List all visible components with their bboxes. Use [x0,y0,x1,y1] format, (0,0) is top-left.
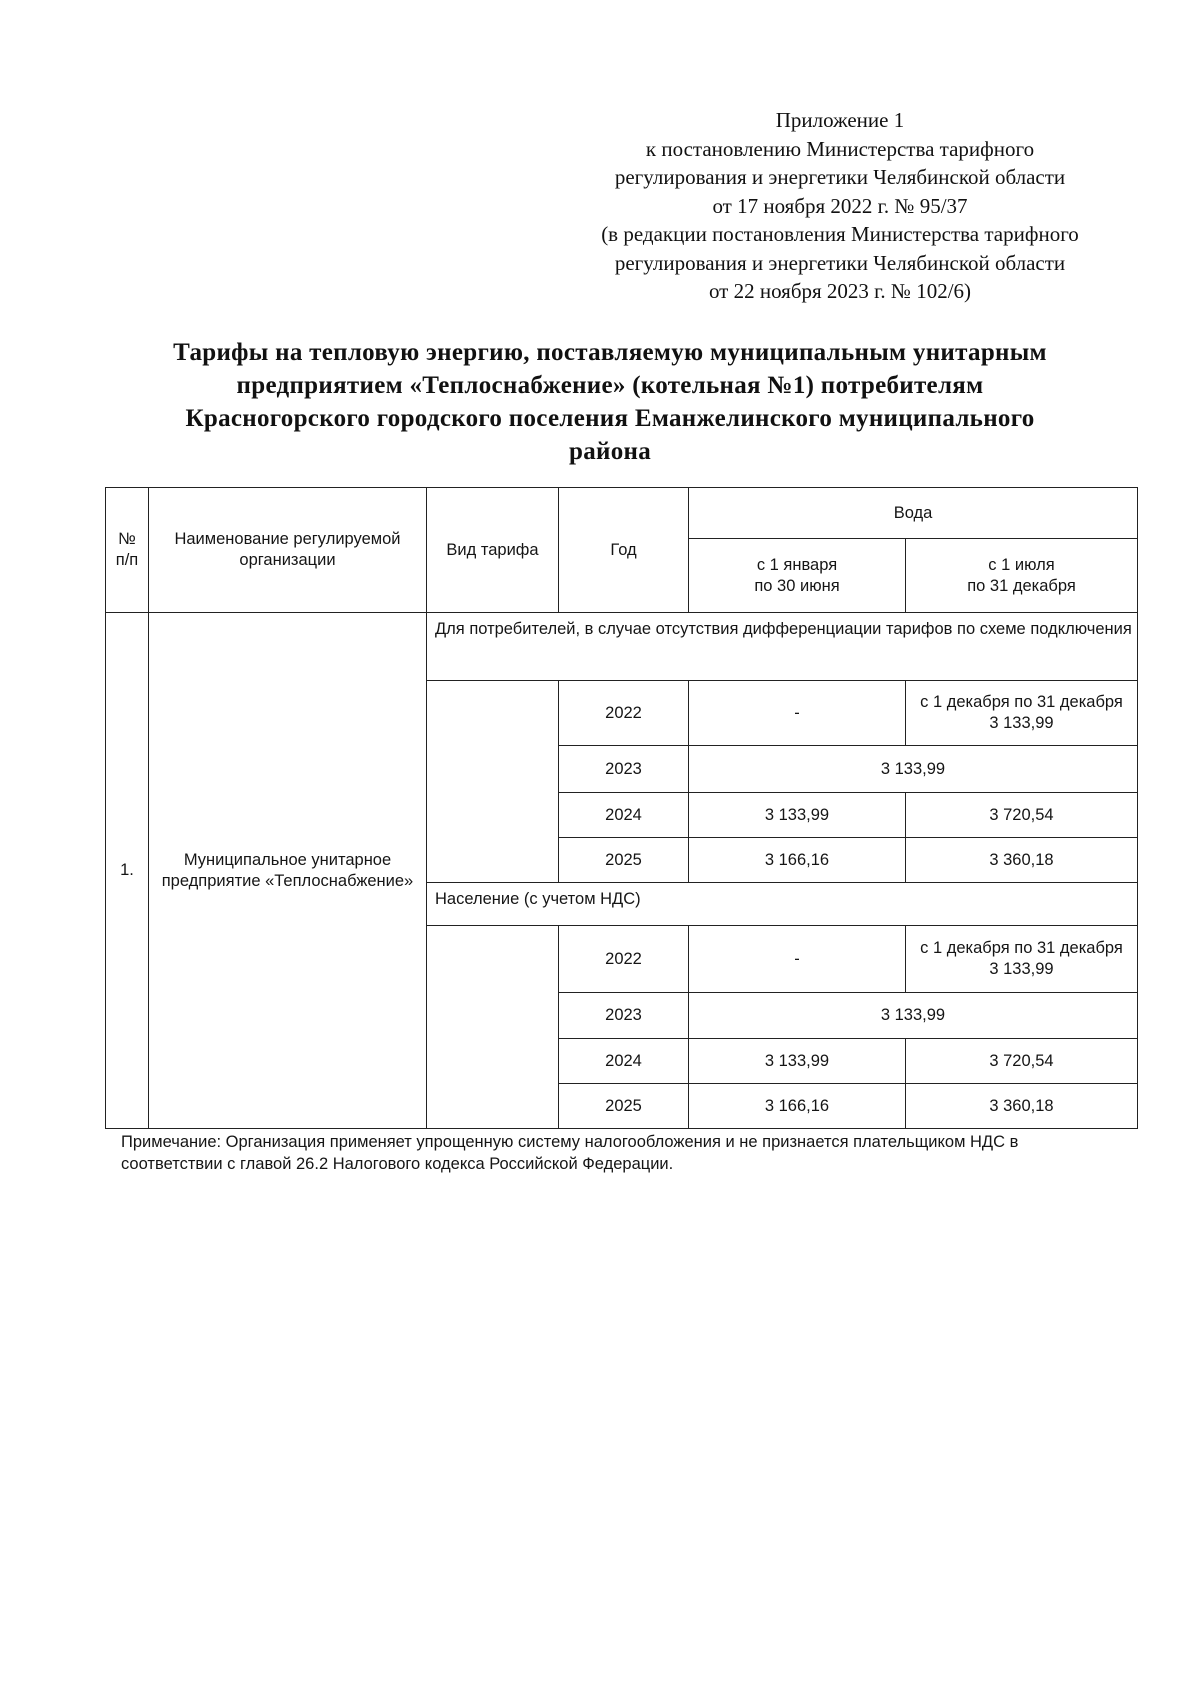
header-num: № п/п [106,488,149,613]
tariff-value [906,926,1138,993]
year-cell: 2024 [559,793,689,838]
title-line: Красногорского городского поселения Еманжелинского муниципального [185,405,1035,432]
title-line: предприятием «Теплоснабжение» (котельная №1) потребителям [236,372,984,399]
header-period-1-line: с 1 января [756,555,838,574]
row-number: 1. [106,613,149,1129]
appendix-line: регулирования и энергетики Челябинской области [614,250,1066,275]
group-label: Для потребителей, в случае отсутствия дифференциации тарифов по схеме подключения [427,613,1138,681]
header-period-2-line: с 1 июля [988,555,1055,574]
tariff-value: 3 166,16 [689,1084,906,1129]
footnote: Примечание: Организация применяет упрощенную систему налогообложения и не признается плательщиком НДС в соответствии с главой 26.2 Налогового кодекса Российской Федерации. [121,1133,1019,1173]
header-org: Наименование регулируемой организации [149,488,427,613]
header-water: Вода [689,488,1138,539]
tariff-period-note: с 1 декабря по 31 декабря [920,693,1123,711]
appendix-line: от 17 ноября 2022 г. № 95/37 [712,193,968,218]
appendix-line: Приложение 1 [775,108,905,132]
header-period-1 [689,539,906,613]
tariff-value-text: 3 133,99 [989,714,1054,732]
tariff-value-merged: 3 133,99 [689,993,1138,1039]
year-cell: 2024 [559,1039,689,1084]
year-cell: 2023 [559,746,689,793]
year-cell: 2022 [559,926,689,993]
tariff-value: 3 360,18 [906,838,1138,883]
year-cell: 2025 [559,838,689,883]
year-cell: 2025 [559,1084,689,1129]
title-line: Тарифы на тепловую энергию, поставляемую муниципальным унитарным [173,339,1047,366]
tariff-table [105,487,1138,1129]
tariff-value: 3 360,18 [906,1084,1138,1129]
header-period-2 [906,539,1138,613]
organization-name: Муниципальное унитарное предприятие «Теплоснабжение» [149,613,427,1129]
appendix-line: к постановлению Министерства тарифного [645,136,1035,161]
title-line: района [568,438,651,465]
tariff-value: 3 166,16 [689,838,906,883]
tariff-value: 3 720,54 [906,1039,1138,1084]
appendix-header [560,106,1120,306]
header-tariff-type: Вид тарифа [427,488,559,613]
document-title [110,336,1110,468]
tariff-period-note: с 1 декабря по 31 декабря [920,939,1123,957]
year-cell: 2023 [559,993,689,1039]
header-year: Год [559,488,689,613]
appendix-line: (в редакции постановления Министерства тарифного [601,222,1079,246]
header-period-2-line: по 31 декабря [967,576,1076,595]
tariff-value-merged: 3 133,99 [689,746,1138,793]
tariff-type-cell [427,926,559,1129]
tariff-value: - [689,681,906,746]
tariff-value-text: 3 133,99 [989,960,1054,978]
tariff-value: - [689,926,906,993]
year-cell: 2022 [559,681,689,746]
tariff-value: 3 720,54 [906,793,1138,838]
tariff-value [906,681,1138,746]
tariff-type-cell [427,681,559,883]
appendix-line: от 22 ноября 2023 г. № 102/6) [708,279,972,303]
header-period-1-line: по 30 июня [754,576,840,595]
tariff-value: 3 133,99 [689,793,906,838]
group-label: Население (с учетом НДС) [427,883,1138,926]
appendix-line: регулирования и энергетики Челябинской области [614,165,1066,189]
tariff-value: 3 133,99 [689,1039,906,1084]
